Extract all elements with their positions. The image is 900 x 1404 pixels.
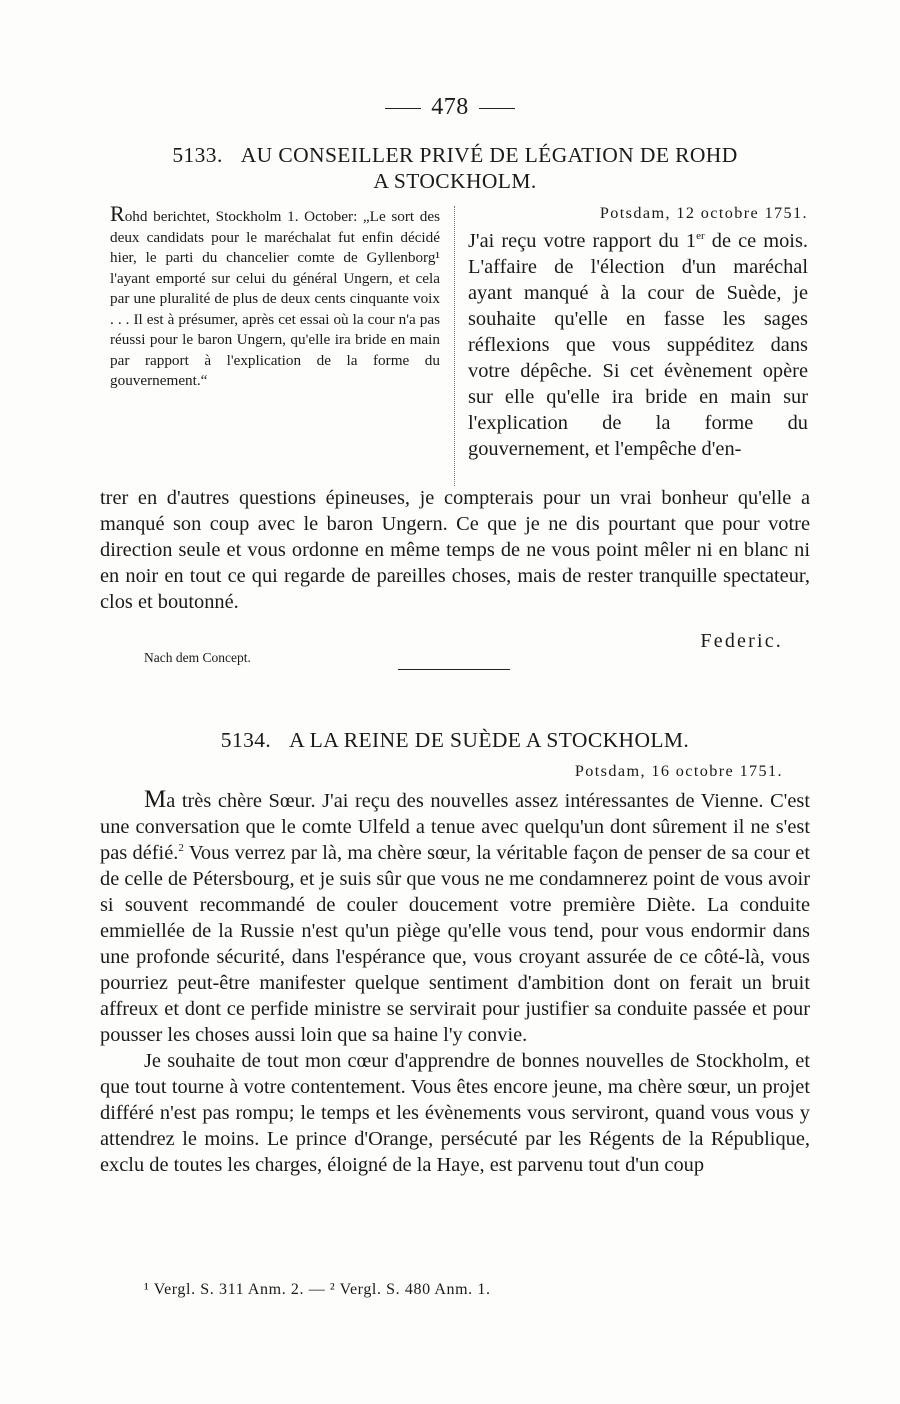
- letter-body-continuation-text: trer en d'autres questions épineuses, je compterais pour un vrai bonheur qu'elle a manqué son coup avec le baron Ungern. Ce que je ne dis pourtant que pour votre direction seule et vous ordonne en même temps de ne vous point mêler ni en blanc ni en noir en tout ce qui regarde de pareilles choses, mais de rester tranquille spectateur, clos et boutonné.: [100, 487, 810, 613]
- summary-initial: R: [110, 201, 125, 226]
- letter-body-a: J'ai reçu votre rapport du 1: [468, 230, 697, 252]
- letter-5134-heading: [100, 727, 810, 753]
- letter-paragraph-2: Je souhaite de tout mon cœur d'apprendre de bonnes nouvelles de Stockholm, et que tout tourne à votre contentement. Vous êtes encore jeune, ma chère sœur, un projet différé n'est pas rompu; le temps et les évènements vous serviront, quand vous vous y attendrez le moins. Le prince d'Orange, persécuté par les Régents de la République, exclu de toutes les charges, éloigné de la Haye, est parvenu tout d'un coup: [100, 1050, 810, 1176]
- paragraph-initial: M: [144, 786, 167, 813]
- dateline: Potsdam, 16 octobre 1751.: [574, 762, 783, 780]
- page-number-dash-right: [479, 108, 515, 109]
- paragraph-1-text-a: a très chère Sœur. J'ai reçu des nouvelles assez intéressantes de Vienne. C'est une conversation que le comte Ulfeld a tenue avec quelqu'un dont sûrement il ne s'est pas défié.: [100, 790, 810, 864]
- section-rule: [398, 669, 510, 670]
- summary-paragraph: [110, 201, 440, 392]
- signature: Federic.: [700, 630, 783, 652]
- letter-body-b: de ce mois. L'affaire de l'élection d'un maréchal ayant manqué à la cour de Suède, je souhaite qu'elle en fasse les sages réflexions que vous suppéditez dans votre dépêche. Si cet évènement opère sur elle qu'elle ira bride en main sur l'explication de la forme du gouvernement, et l'empêche d'en-: [468, 230, 808, 460]
- letter-5134-body: [100, 787, 810, 1178]
- letter-body-continuation: [100, 485, 810, 615]
- letter-5133-heading-line1: [100, 142, 810, 168]
- page-number: [0, 94, 900, 121]
- letter-body-start: [468, 228, 808, 462]
- summary-column: [110, 201, 440, 392]
- letter-title-line1: AU CONSEILLER PRIVÉ DE LÉGATION DE ROHD: [240, 143, 738, 167]
- source-note: Nach dem Concept.: [144, 650, 251, 665]
- page-number-dash-left: [385, 108, 421, 109]
- paragraph-1-text-b: Vous verrez par là, ma chère sœur, la véritable façon de penser de sa cour et de celle de Pétersbourg, et je suis sûr que vous ne me condamnerez point de vous avoir si souvent recommandé de couler doucement votre première Diète. La conduite emmiellée de la Russie n'est qu'un piège qu'elle vous tend, pour vous endormir dans une profonde sécurité, dans l'espérance que, vous croyant assurée de ce côté-là, vous pourriez peut-être manifester quelque sentiment d'ambition dont on ferait un bruit affreux et dont ce perfide ministre se servirait pour justifier sa conduite passée et pour pousser les choses aussi loin que sa haine l'y convie.: [100, 842, 810, 1046]
- letter-title: A LA REINE DE SUÈDE A STOCKHOLM.: [289, 728, 690, 752]
- letter-body-superscript: er: [696, 230, 705, 243]
- page-number-text: 478: [431, 94, 469, 120]
- column-divider: [454, 206, 455, 486]
- letter-number: 5133.: [172, 143, 223, 167]
- letter-title-line2: A STOCKHOLM.: [373, 169, 537, 193]
- letter-paragraph-1: [100, 787, 810, 1048]
- letter-column: [468, 202, 808, 462]
- dateline: Potsdam, 12 octobre 1751.: [599, 204, 808, 222]
- letter-5133-heading: [100, 142, 810, 194]
- footnotes: ¹ Vergl. S. 311 Anm. 2. — ² Vergl. S. 480 Anm. 1.: [144, 1281, 491, 1298]
- letter-number: 5134.: [220, 728, 272, 752]
- footnote-ref-2: 2: [178, 842, 184, 855]
- summary-text: ohd berichtet, Stockholm 1. October: „Le sort des deux candidats pour le maréchalat fut enfin décidé hier, le parti du chancelier comte de Gyllenborg¹ l'ayant emporté sur celui du général Ungern, et cela par une pluralité de plus de deux cents cinquante voix . . . Il est à présumer, après cet essai où la cour n'a pas réussi pour le baron Ungern, qu'elle ira bride en main par rapport à l'explication de la forme du gouvernement.“: [110, 208, 440, 389]
